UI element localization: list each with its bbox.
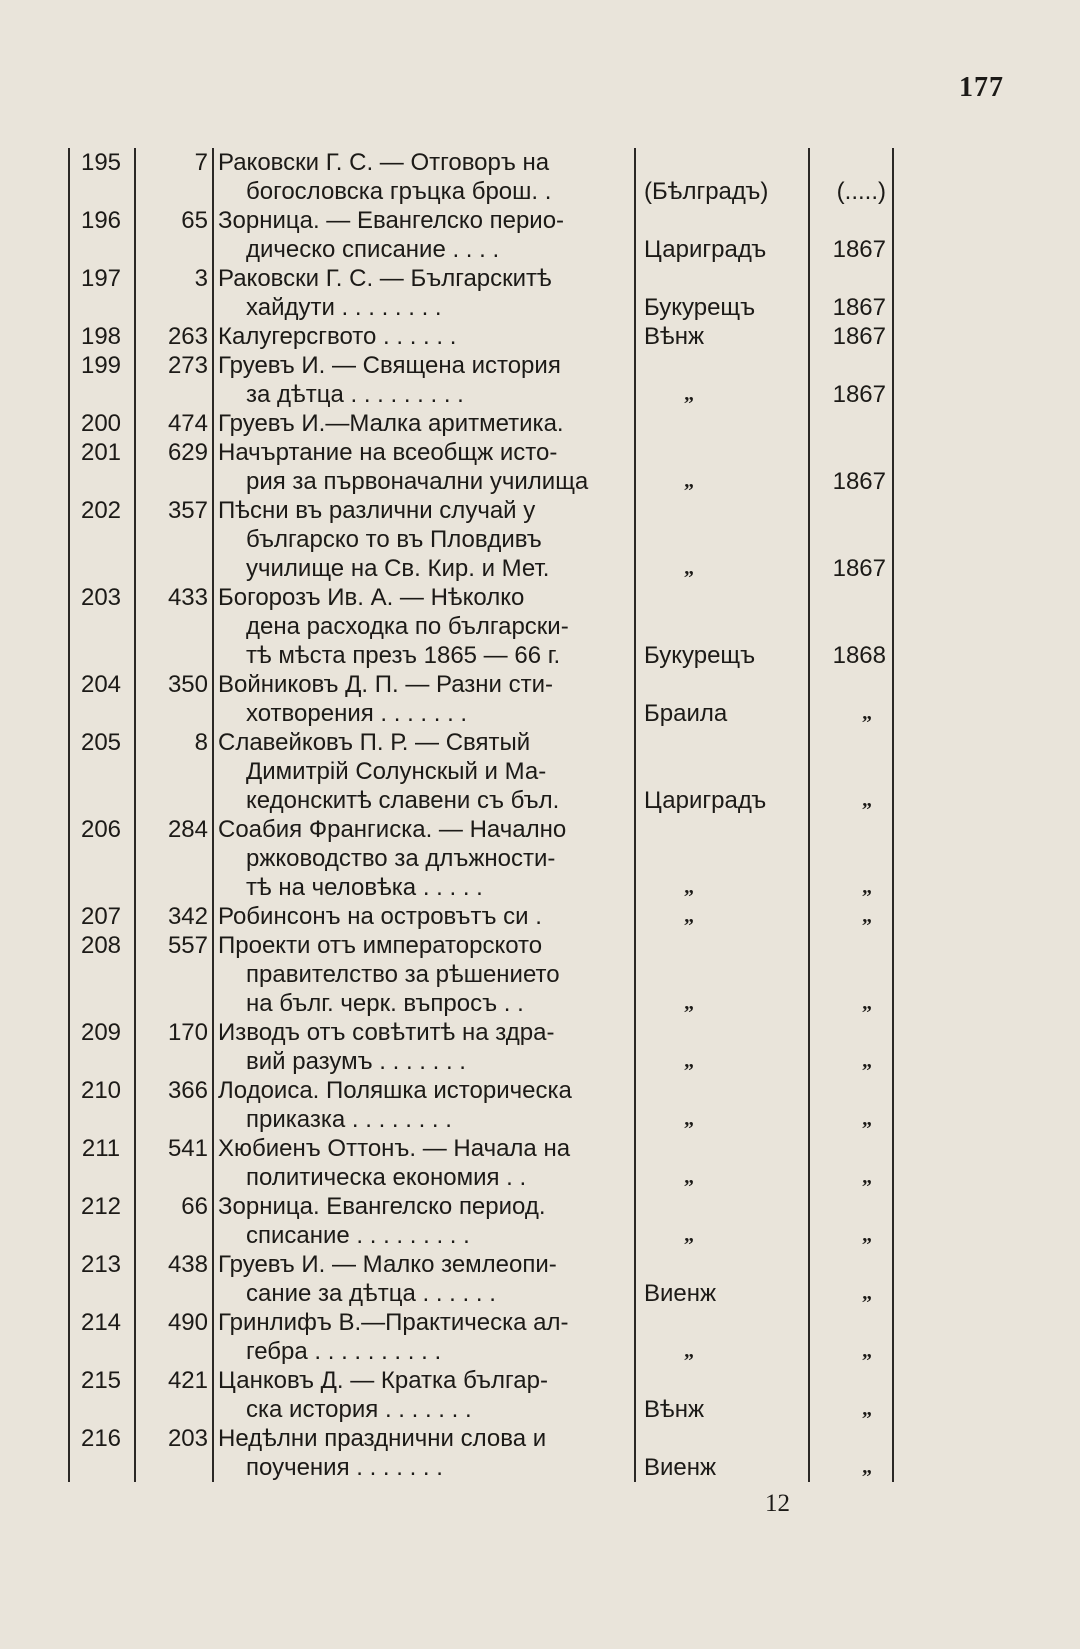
table-row (68, 264, 894, 322)
entry-number: 207 (80, 903, 122, 930)
title-line: Гринлифъ В.—Практическа ал- (218, 1309, 569, 1336)
publication-year: „ (862, 789, 872, 811)
table-row (68, 728, 894, 815)
entry-number: 204 (80, 671, 122, 698)
table-row (68, 670, 894, 728)
entry-title (212, 670, 632, 728)
page-number: 177 (959, 72, 1004, 103)
title-line: Славейковъ П. Р. — Святый (218, 729, 531, 756)
table-row (68, 1424, 894, 1482)
publication-year: 1867 (832, 468, 886, 495)
entry-number: 201 (80, 439, 122, 466)
inventory-number: 357 (167, 497, 208, 524)
table-row (68, 931, 894, 1018)
publication-place: Вѣнж (644, 1396, 705, 1423)
entry-number: 203 (80, 584, 122, 611)
inventory-number: 342 (167, 903, 208, 930)
table-row (68, 1076, 894, 1134)
title-line: Соабия Франгиска. — Начално (218, 816, 567, 843)
title-line: Груевъ И.—Малка аритметика. (218, 410, 564, 437)
publication-year: „ (862, 1224, 872, 1246)
entry-number: 212 (80, 1193, 122, 1220)
table-row (68, 902, 894, 931)
publication-place (632, 409, 806, 438)
title-line: Калугерсгвото . . . . . . (218, 323, 457, 350)
entry-title (212, 902, 632, 931)
title-line: гебра . . . . . . . . . . (246, 1338, 442, 1365)
publication-year: 1867 (832, 555, 886, 582)
entry-number: 195 (80, 149, 122, 176)
publication-place: Цариградъ (644, 236, 767, 263)
table-row (68, 1018, 894, 1076)
title-line: Хюбиенъ Оттонъ. — Начала на (218, 1135, 571, 1162)
inventory-number: 490 (167, 1309, 208, 1336)
entry-number: 215 (80, 1367, 122, 1394)
entry-number: 216 (80, 1425, 122, 1452)
inventory-number: 8 (194, 729, 208, 756)
table-row (68, 351, 894, 409)
publication-year: (.....) (836, 178, 886, 205)
publication-place: „ (684, 992, 694, 1014)
publication-year: 1867 (832, 236, 886, 263)
table-row (68, 322, 894, 351)
inventory-number: 474 (167, 410, 208, 437)
publication-place: „ (684, 905, 694, 927)
table-row (68, 1366, 894, 1424)
entry-number: 208 (80, 932, 122, 959)
entry-title (212, 1192, 632, 1250)
publication-year: 1867 (832, 323, 886, 350)
entry-title (212, 1424, 632, 1482)
table-row (68, 438, 894, 496)
publication-place: „ (684, 1166, 694, 1188)
entry-title (212, 409, 632, 438)
table-row (68, 1308, 894, 1366)
entry-title (212, 351, 632, 409)
entry-number: 210 (80, 1077, 122, 1104)
publication-place: Виенж (644, 1280, 717, 1307)
entry-number: 206 (80, 816, 122, 843)
table-row (68, 206, 894, 264)
title-line: правителство за рѣшението (246, 961, 560, 988)
table-row (68, 583, 894, 670)
entry-number: 197 (80, 265, 122, 292)
title-line: Лодоиса. Поляшка историческа (218, 1077, 572, 1104)
entry-title (212, 438, 632, 496)
table-row (68, 496, 894, 583)
title-line: Димитрій Солунскый и Ма- (246, 758, 547, 785)
title-line: дена расходка по български- (246, 613, 569, 640)
entry-number: 214 (80, 1309, 122, 1336)
entry-title (212, 1076, 632, 1134)
inventory-number: 65 (181, 207, 208, 234)
publication-place: „ (684, 1050, 694, 1072)
title-line: Цанковъ Д. — Кратка българ- (218, 1367, 548, 1394)
inventory-number: 7 (194, 149, 208, 176)
title-line: дическо списание . . . . (246, 236, 500, 263)
publication-place: „ (684, 557, 694, 579)
publication-year: „ (862, 992, 872, 1014)
table-row (68, 148, 894, 206)
title-line: Раковски Г. С. — Отговоръ на (218, 149, 550, 176)
entry-number: 211 (81, 1135, 121, 1162)
entry-number: 199 (80, 352, 122, 379)
entry-title (212, 1134, 632, 1192)
entries-table (68, 148, 894, 1482)
entry-title (212, 1018, 632, 1076)
publication-place: „ (684, 1340, 694, 1362)
publication-place: Букурещъ (644, 294, 756, 321)
title-line: кедонскитѣ славени съ бъл. (246, 787, 560, 814)
title-line: списание . . . . . . . . . (246, 1222, 470, 1249)
publication-place: „ (684, 470, 694, 492)
entry-title (212, 322, 632, 351)
entry-title (212, 1366, 632, 1424)
catalog-table (68, 148, 894, 1482)
entry-number: 209 (80, 1019, 122, 1046)
entry-number: 202 (80, 497, 122, 524)
title-line: Зорница. — Евангелско перио- (218, 207, 565, 234)
entry-number: 196 (80, 207, 122, 234)
entry-title (212, 931, 632, 1018)
title-line: Зорница. Евангелско период. (218, 1193, 546, 1220)
publication-year: „ (862, 1340, 872, 1362)
title-line: на бълг. черк. въпросъ . . (246, 990, 524, 1017)
publication-year: „ (862, 876, 872, 898)
inventory-number: 541 (167, 1135, 208, 1162)
title-line: богословска гръцка брош. . (246, 178, 552, 205)
inventory-number: 557 (167, 932, 208, 959)
title-line: Раковски Г. С. — Българскитѣ (218, 265, 552, 292)
publication-place: Браила (644, 700, 728, 727)
publication-year: 1867 (832, 381, 886, 408)
entry-title (212, 496, 632, 583)
publication-place: Виенж (644, 1454, 717, 1481)
title-line: училище на Св. Кир. и Мет. (246, 555, 550, 582)
inventory-number: 629 (167, 439, 208, 466)
entry-title (212, 148, 632, 206)
publication-place: (Бѣлградъ) (644, 178, 769, 205)
publication-place: „ (684, 1108, 694, 1130)
entry-number: 213 (80, 1251, 122, 1278)
publication-year: „ (862, 905, 872, 927)
title-line: ска история . . . . . . . (246, 1396, 472, 1423)
inventory-number: 66 (181, 1193, 208, 1220)
publication-place: „ (684, 876, 694, 898)
inventory-number: 366 (167, 1077, 208, 1104)
title-line: хотворения . . . . . . . (246, 700, 468, 727)
entry-title (212, 206, 632, 264)
title-line: Начъртание на всеобщж исто- (218, 439, 558, 466)
entry-title (212, 1308, 632, 1366)
table-row (68, 409, 894, 438)
inventory-number: 273 (167, 352, 208, 379)
publication-year: „ (862, 702, 872, 724)
inventory-number: 438 (167, 1251, 208, 1278)
title-line: рия за първоначални училища (246, 468, 589, 495)
entry-number: 200 (80, 410, 122, 437)
publication-place: „ (684, 1224, 694, 1246)
title-line: Робинсонъ на островътъ си . (218, 903, 542, 930)
table-row (68, 815, 894, 902)
inventory-number: 3 (194, 265, 208, 292)
table-row (68, 1134, 894, 1192)
title-line: хайдути . . . . . . . . (246, 294, 442, 321)
title-line: за дѣтца . . . . . . . . . (246, 381, 464, 408)
title-line: Изводъ отъ совѣтитѣ на здра- (218, 1019, 555, 1046)
title-line: приказка . . . . . . . . (246, 1106, 452, 1133)
inventory-number: 421 (167, 1367, 208, 1394)
entry-number: 205 (80, 729, 122, 756)
entry-title (212, 728, 632, 815)
publication-year: „ (862, 1108, 872, 1130)
inventory-number: 284 (167, 816, 208, 843)
printer-signature: 12 (765, 1490, 790, 1517)
inventory-number: 350 (167, 671, 208, 698)
publication-place: „ (684, 383, 694, 405)
title-line: ржководство за длъжности- (246, 845, 556, 872)
publication-place: Цариградъ (644, 787, 767, 814)
title-line: поучения . . . . . . . (246, 1454, 443, 1481)
title-line: вий разумъ . . . . . . . (246, 1048, 466, 1075)
title-line: сание за дѣтца . . . . . . (246, 1280, 496, 1307)
entry-number: 198 (80, 323, 122, 350)
title-line: Груевъ И. — Малко землеопи- (218, 1251, 557, 1278)
publication-year: 1868 (832, 642, 886, 669)
publication-year: „ (862, 1398, 872, 1420)
entry-title (212, 583, 632, 670)
title-line: политическа економия . . (246, 1164, 527, 1191)
publication-year: „ (862, 1166, 872, 1188)
title-line: Проекти отъ императорското (218, 932, 543, 959)
publication-place: Вѣнж (644, 323, 705, 350)
title-line: Недѣлни празднични слова и (218, 1425, 547, 1452)
title-line: тѣ на человѣка . . . . . (246, 874, 483, 901)
table-row (68, 1250, 894, 1308)
title-line: Груевъ И. — Священа история (218, 352, 561, 379)
publication-place: Букурещъ (644, 642, 756, 669)
title-line: Войниковъ Д. П. — Разни сти- (218, 671, 554, 698)
title-line: българско то въ Пловдивъ (246, 526, 542, 553)
entry-title (212, 264, 632, 322)
inventory-number: 263 (167, 323, 208, 350)
publication-year: „ (862, 1050, 872, 1072)
publication-year: 1867 (832, 294, 886, 321)
entry-title (212, 1250, 632, 1308)
table-row (68, 1192, 894, 1250)
inventory-number: 433 (167, 584, 208, 611)
title-line: Богорозъ Ив. А. — Нѣколко (218, 584, 525, 611)
inventory-number: 170 (167, 1019, 208, 1046)
entry-title (212, 815, 632, 902)
publication-year: „ (862, 1456, 872, 1478)
publication-year: „ (862, 1282, 872, 1304)
title-line: тѣ мѣста презъ 1865 — 66 г. (246, 642, 561, 669)
title-line: Пѣсни въ различни случай у (218, 497, 536, 524)
publication-year (806, 409, 894, 438)
inventory-number: 203 (167, 1425, 208, 1452)
